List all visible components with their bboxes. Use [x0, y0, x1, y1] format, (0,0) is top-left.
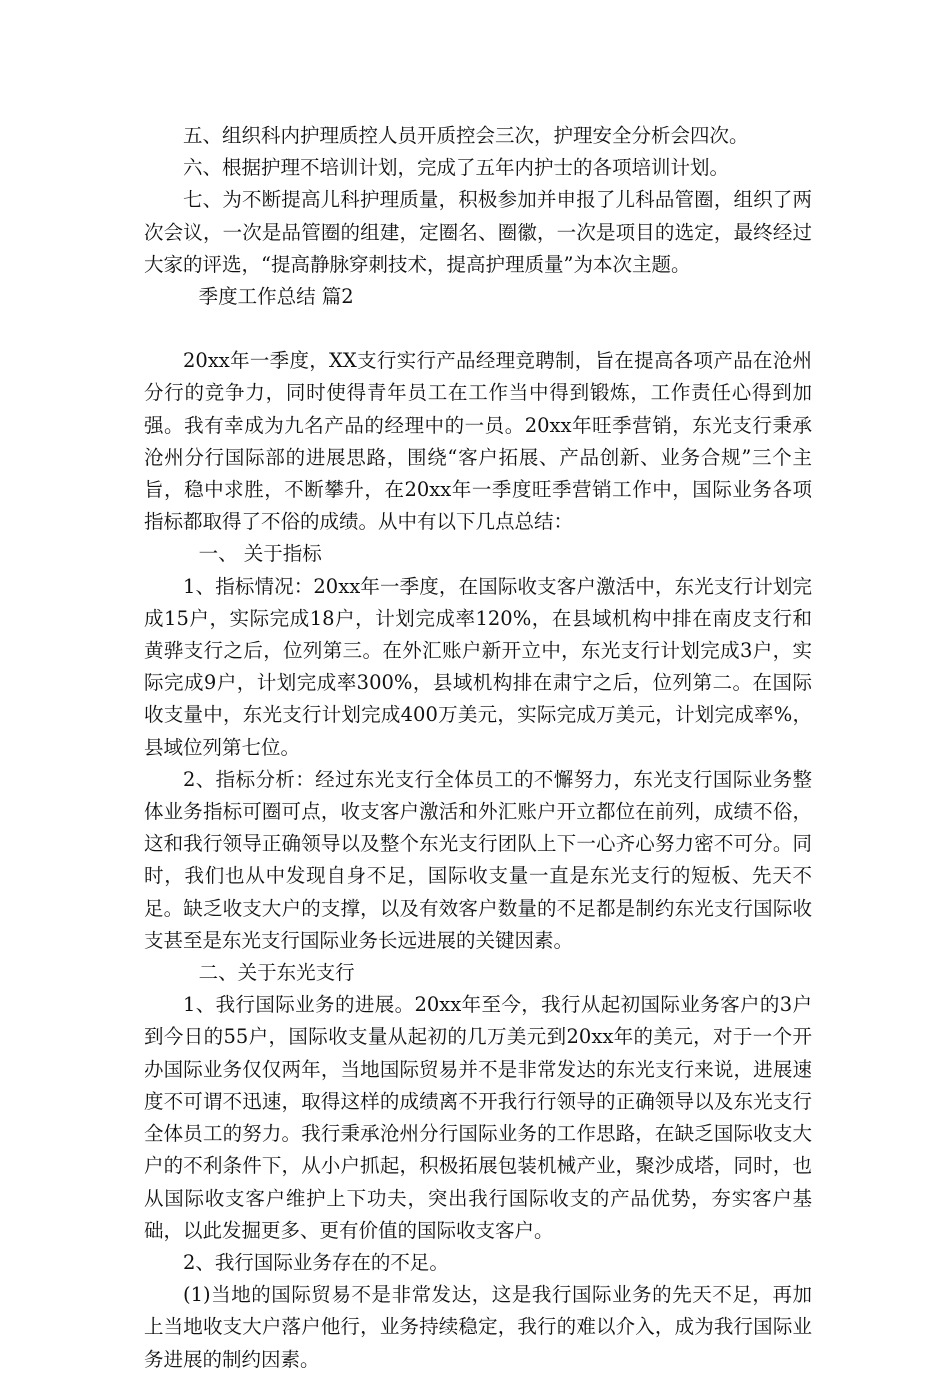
paragraph-7: 七、为不断提高儿科护理质量，积极参加并申报了儿科品管圈，组织了两次会议，一次是品管圈的组建，定圈名、圈徽，一次是项目的选定，最终经过大家的评选，“提高静脉穿刺技术，提高护理质量”为本次主题。 — [144, 188, 812, 276]
shortcomings-heading: 2、我行国际业务存在的不足。 — [183, 1250, 449, 1274]
indicator-analysis-paragraph: 2、指标分析：经过东光支行全体员工的不懈努力，东光支行国际业务整体业务指标可圈可点，收支客户激活和外汇账户开立都位在前列，成绩不俗，这和我行领导正确领导以及整个东光支行团队上下一心齐心努力密不可分。同时，我们也从中发现自身不足，国际收支量一直是东光支行的短板、先天不足。缺乏收支大户的支撑，以及有效客户数量的不足都是制约东光支行国际收支甚至是东光支行国际业务长远进展的关键因素。 — [144, 767, 812, 952]
intro-paragraph: 20xx年一季度，XX支行实行产品经理竞聘制，旨在提高各项产品在沧州分行的竞争力，同时使得青年员工在工作当中得到锻炼，工作责任心得到加强。我有幸成为九名产品的经理中的一员。20xx年旺季营销，东光支行秉承沧州分行国际部的进展思路，围绕“客户拓展、产品创新、业务合规”三个主旨，稳中求胜，不断攀升，在20xx年一季度旺季营销工作中，国际业务各项指标都取得了不俗的成绩。从中有以下几点总结： — [144, 349, 812, 534]
heading-dongguang-branch: 二、关于东光支行 — [198, 961, 355, 985]
paragraph-5: 五、组织科内护理质控人员开质控会三次，护理安全分析会四次。 — [183, 124, 749, 147]
document-body — [144, 120, 812, 1376]
shortcoming-item-1: (1)当地的国际贸易不是非常发达，这是我行国际业务的先天不足，再加上当地收支大户落户他行，业务持续稳定，我行的难以介入，成为我行国际业务进展的制约因素。 — [144, 1283, 812, 1371]
heading-indicators: 一、 关于指标 — [198, 542, 322, 566]
paragraph-6: 六、根据护理不培训计划，完成了五年内护士的各项培训计划。 — [183, 156, 730, 180]
indicator-situation-paragraph: 1、指标情况：20xx年一季度，在国际收支客户激活中，东光支行计划完成15户，实际完成18户，计划完成率120%，在县域机构中排在南皮支行和黄骅支行之后，位列第三。在外汇账户新开立中，东光支行计划完成3户，实际完成9户，计划完成率300%，县域机构排在肃宁之后，位列第二。在国际收支量中，东光支行计划完成400万美元，实际完成万美元，计划完成率%，县域位列第七位。 — [144, 574, 812, 759]
business-progress-paragraph: 1、我行国际业务的进展。20xx年至今，我行从起初国际业务客户的3户到今日的55户，国际收支量从起初的几万美元到20xx年的美元，对于一个开办国际业务仅仅两年，当地国际贸易并不是非常发达的东光支行来说，进展速度不可谓不迅速，取得这样的成绩离不开我行行领导的正确领导以及东光支行全体员工的努力。我行秉承沧州分行国际业务的工作思路，在缺乏国际收支大户的不利条件下，从小户抓起，积极拓展包装机械产业，聚沙成塔，同时，也从国际收支客户维护上下功夫，突出我行国际收支的产品优势，夯实客户基础，以此发掘更多、更有价值的国际收支客户。 — [144, 993, 812, 1242]
section-heading-part-2: 季度工作总结 篇2 — [198, 285, 354, 309]
